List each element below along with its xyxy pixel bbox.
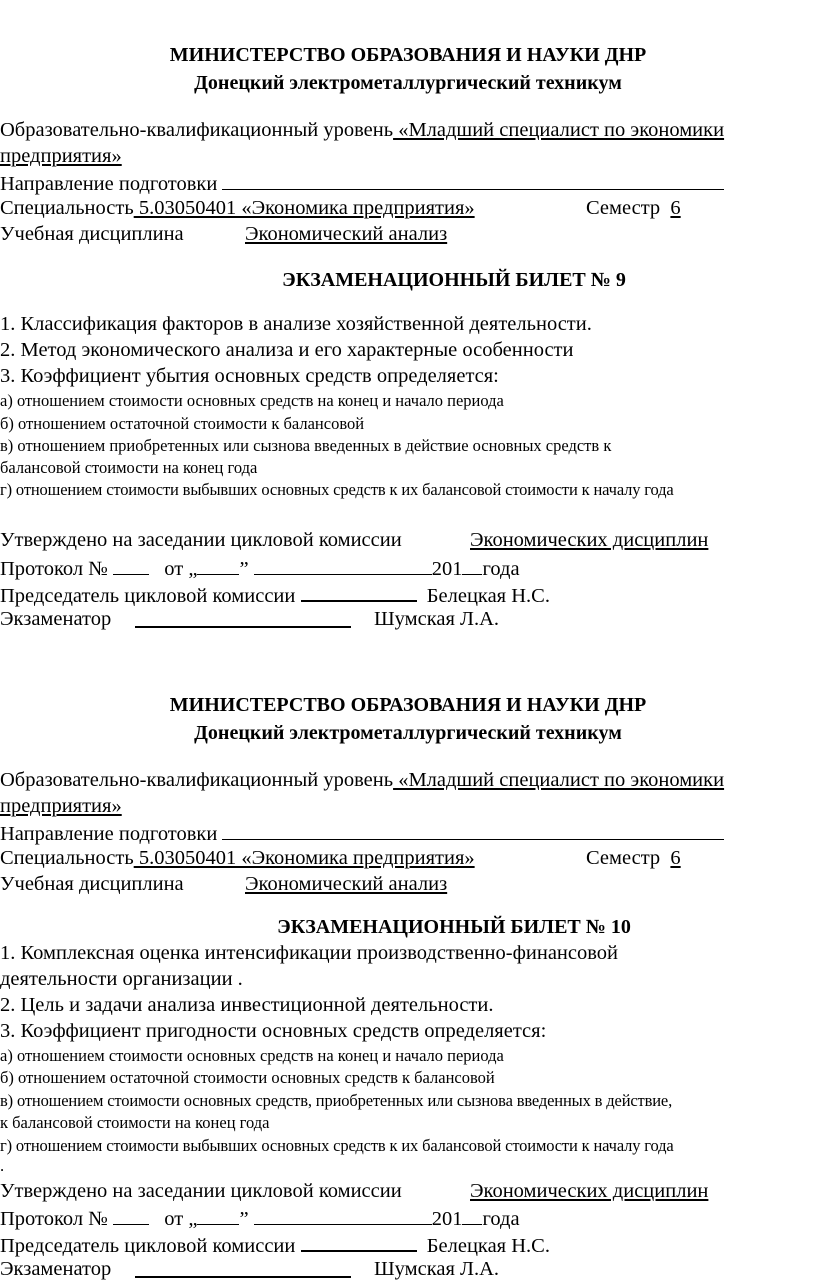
semester-value: 6 — [670, 197, 681, 219]
question-1: 1. Классификация факторов в анализе хозяйственной деятельности. — [0, 313, 592, 335]
question-1-cont: деятельности организации . — [0, 968, 243, 990]
question-3: 3. Коэффициент пригодности основных средств определяется: — [0, 1020, 547, 1042]
semester-value: 6 — [670, 847, 681, 869]
option-b: б) отношением остаточной стоимости к балансовой — [0, 414, 365, 433]
option-d: г) отношением стоимости выбывших основных средств к их балансовой стоимости к началу года — [0, 480, 674, 499]
level-label: Образовательно-квалификационный уровень — [0, 769, 394, 791]
examiner-signature-blank — [135, 1258, 351, 1278]
examiner-name: Шумская Л.А. — [374, 608, 499, 630]
examiner-row — [135, 1258, 351, 1284]
question-2: 2. Метод экономического анализа и его характерные особенности — [0, 339, 574, 361]
approved-value: Экономических дисциплин — [470, 1180, 709, 1202]
protocol-label: Протокол № — [0, 1208, 108, 1230]
option-c: в) отношением приобретенных или сызнова введенных в действие основных средств к — [0, 436, 612, 455]
protocol-quote: ” — [239, 1208, 249, 1230]
protocol-quote: ” — [239, 558, 249, 580]
examiner-label: Экзаменатор — [0, 608, 112, 630]
examiner-row — [135, 608, 351, 634]
specialty-value: 5.03050401 «Экономика предприятия» — [133, 197, 475, 219]
semester-label: Семестр — [586, 197, 661, 219]
institution-heading: Донецкий электрометаллургический техникум — [194, 722, 622, 744]
protocol-day-blank — [197, 556, 239, 575]
level-value: «Младший специалист по экономики — [393, 769, 725, 791]
level-value-cont: предприятия» — [0, 795, 122, 817]
protocol-from: от „ — [164, 558, 198, 580]
protocol-year: 201 — [431, 1208, 463, 1230]
protocol-year-suffix: года — [482, 558, 520, 580]
specialty-row — [0, 847, 475, 870]
semester-row — [586, 197, 681, 220]
ministry-heading: МИНИСТЕРСТВО ОБРАЗОВАНИЯ И НАУКИ ДНР — [169, 694, 647, 716]
protocol-month-blank — [254, 556, 432, 575]
option-a: а) отношением стоимости основных средств на конец и начало периода — [0, 391, 504, 410]
option-d-tail: . — [0, 1156, 5, 1175]
direction-label: Направление подготовки — [0, 173, 218, 195]
protocol-label: Протокол № — [0, 558, 108, 580]
approved-value: Экономических дисциплин — [470, 529, 709, 551]
direction-blank — [222, 171, 724, 190]
examiner-signature-blank — [135, 608, 351, 628]
ticket-title: ЭКЗАМЕНАЦИОННЫЙ БИЛЕТ № 10 — [277, 916, 631, 938]
option-c-cont: балансовой стоимости на конец года — [0, 458, 258, 477]
chair-label: Председатель цикловой комиссии — [0, 585, 296, 607]
option-b: б) отношением остаточной стоимости основных средств к балансовой — [0, 1068, 495, 1087]
protocol-row — [0, 1206, 520, 1231]
level-value: «Младший специалист по экономики — [393, 119, 725, 141]
chair-name: Белецкая Н.С. — [426, 1235, 550, 1257]
question-1: 1. Комплексная оценка интенсификации производственно-финансовой — [0, 942, 619, 964]
chair-signature-blank — [301, 582, 417, 602]
level-label: Образовательно-квалификационный уровень — [0, 119, 394, 141]
ticket-title: ЭКЗАМЕНАЦИОННЫЙ БИЛЕТ № 9 — [282, 269, 626, 291]
specialty-row — [0, 197, 475, 220]
semester-row — [586, 847, 681, 870]
option-c: в) отношением стоимости основных средств, приобретенных или сызнова введенных в действие, — [0, 1091, 673, 1110]
specialty-label: Специальность — [0, 197, 134, 219]
approved-label: Утверждено на заседании цикловой комиссии — [0, 1180, 402, 1202]
discipline-value: Экономический анализ — [245, 873, 448, 895]
semester-label: Семестр — [586, 847, 661, 869]
ministry-heading: МИНИСТЕРСТВО ОБРАЗОВАНИЯ И НАУКИ ДНР — [169, 44, 647, 66]
examiner-name: Шумская Л.А. — [374, 1258, 499, 1280]
protocol-month-blank — [254, 1206, 432, 1225]
protocol-year-blank — [462, 556, 482, 575]
question-3: 3. Коэффициент убытия основных средств определяется: — [0, 365, 499, 387]
discipline-label: Учебная дисциплина — [0, 223, 184, 245]
protocol-year-suffix: года — [482, 1208, 520, 1230]
discipline-value: Экономический анализ — [245, 223, 448, 245]
level-row — [0, 769, 724, 792]
level-row — [0, 119, 724, 142]
protocol-number-blank — [113, 556, 149, 575]
examiner-label: Экзаменатор — [0, 1258, 112, 1280]
chair-row — [0, 582, 550, 608]
specialty-value: 5.03050401 «Экономика предприятия» — [133, 847, 475, 869]
chair-signature-blank — [301, 1232, 417, 1252]
approved-label: Утверждено на заседании цикловой комиссии — [0, 529, 402, 551]
protocol-row — [0, 556, 520, 581]
level-value-cont: предприятия» — [0, 145, 122, 167]
direction-row — [0, 171, 724, 196]
protocol-number-blank — [113, 1206, 149, 1225]
direction-blank — [222, 821, 724, 840]
protocol-year: 201 — [431, 558, 463, 580]
option-d: г) отношением стоимости выбывших основных средств к их балансовой стоимости к началу года — [0, 1136, 674, 1155]
protocol-day-blank — [197, 1206, 239, 1225]
protocol-from: от „ — [164, 1208, 198, 1230]
chair-label: Председатель цикловой комиссии — [0, 1235, 296, 1257]
specialty-label: Специальность — [0, 847, 134, 869]
option-a: а) отношением стоимости основных средств на конец и начало периода — [0, 1046, 504, 1065]
institution-heading: Донецкий электрометаллургический техникум — [194, 72, 622, 94]
protocol-year-blank — [462, 1206, 482, 1225]
direction-row — [0, 821, 724, 846]
option-c-cont: к балансовой стоимости на конец года — [0, 1113, 270, 1132]
direction-label: Направление подготовки — [0, 823, 218, 845]
chair-name: Белецкая Н.С. — [426, 585, 550, 607]
question-2: 2. Цель и задачи анализа инвестиционной деятельности. — [0, 994, 494, 1016]
discipline-label: Учебная дисциплина — [0, 873, 184, 895]
chair-row — [0, 1232, 550, 1258]
